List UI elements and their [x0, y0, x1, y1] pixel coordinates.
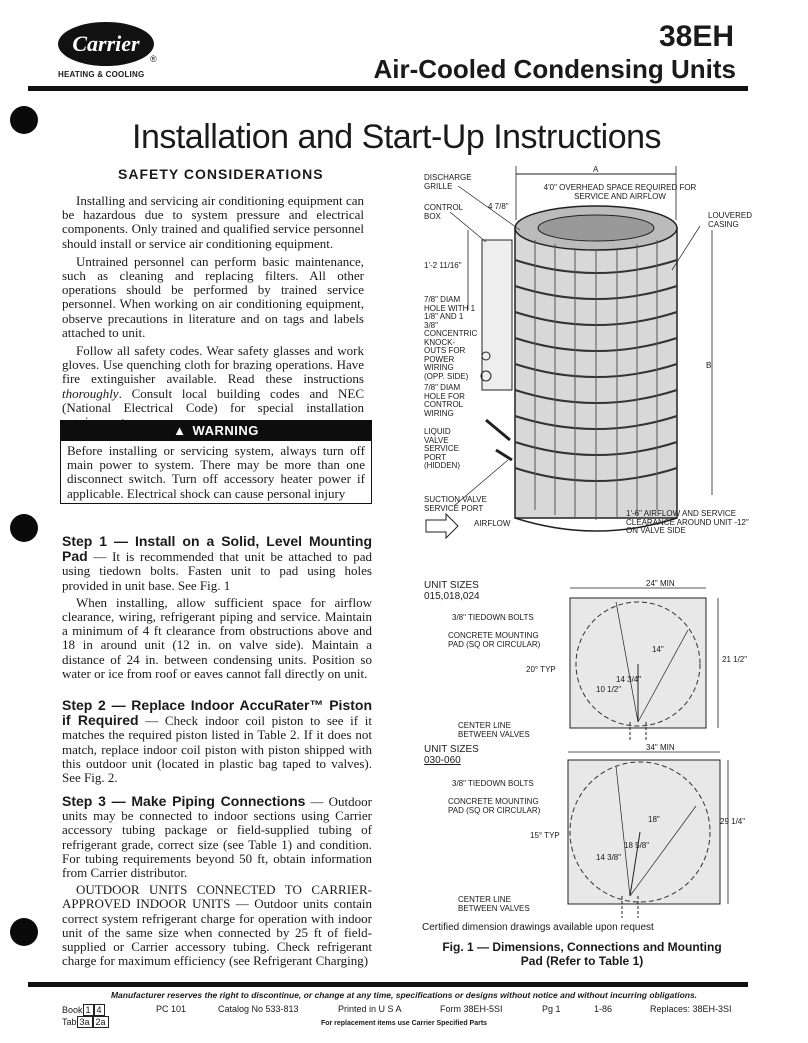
registered-mark: ®: [150, 54, 157, 64]
label-34-min: 34" MIN: [646, 743, 675, 752]
unit-sizes-value: 015,018,024: [424, 591, 480, 602]
pad-diagram-small: [420, 579, 740, 742]
label-dim-18: 18": [648, 815, 660, 824]
warning-banner: [60, 420, 372, 441]
footer-catalog: Catalog No 533-813: [218, 1004, 299, 1014]
label-dim-1-2: 1'-2 11/16": [424, 261, 462, 270]
footer-notice: Manufacturer reserves the right to discontinue, or change at any time, specifications or designs without notice and without incurring obligations.: [110, 990, 698, 1000]
product-name: Air-Cooled Condensing Units: [373, 54, 736, 84]
label-tiedown-bolts: 3/8" TIEDOWN BOLTS: [452, 613, 534, 622]
label-24-min: 24" MIN: [646, 579, 675, 588]
label-dim-4-7-8: 4 7/8": [488, 202, 509, 211]
label-dim-18-5-8: 18 5/8": [624, 841, 650, 850]
unit-sizes-heading: UNIT SIZES: [424, 744, 479, 755]
label-control-wiring-hole: 7/8" DIAM HOLE FOR CONTROL WIRING: [424, 383, 465, 418]
footer-pc: PC 101: [156, 1004, 187, 1014]
step-3-heading: Step 3 — Make Piping Connections: [62, 793, 306, 809]
binder-hole: [10, 514, 38, 542]
step-1-text: — It is recommended that unit be attached to pad using tiedown bolts. Fasten unit to pad using holes provided in unit base. See Fig. 1: [62, 549, 372, 593]
carrier-logo: [58, 22, 154, 66]
label-dim-14: 14": [652, 645, 664, 654]
footer-replaces: Replaces: 38EH-3SI: [650, 1004, 732, 1014]
safety-paragraph: Follow all safety codes. Wear safety glasses and work gloves. Use quenching cloth for brazing operations. Have fire extinguisher available. Read these instructions thoroughly. Consult local building codes and NEC (National Electrical Code) for special installation: [62, 343, 364, 415]
brand-name: Carrier: [72, 31, 140, 56]
label-louvered-casing: LOUVERED CASING: [708, 211, 753, 229]
certified-note: Certified dimension drawings available upon request: [422, 922, 654, 933]
label-15-typ: 15° TYP: [530, 831, 560, 840]
label-suction-valve: SUCTION VALVE SERVICE PORT: [424, 495, 487, 513]
label-concrete-pad: CONCRETE MOUNTING PAD (SQ OR CIRCULAR): [448, 631, 541, 649]
step-2: [62, 698, 372, 789]
label-concrete-pad: CONCRETE MOUNTING PAD (SQ OR CIRCULAR): [448, 797, 541, 815]
warning-icon: ▲: [173, 423, 187, 438]
step-3-text: — Outdoor units may be connected to indoor sections using Carrier accessory tubing package or field-supplied tubing of refrigerant grade, correct size (see Table 1) and condition. For tubing requirements beyond 50 ft, obtain information from Carrier distributor.: [62, 794, 372, 881]
label-dim-b: B: [706, 361, 712, 370]
unit-sizes-value: 030-060: [424, 755, 461, 766]
safety-paragraph: Untrained personnel can perform basic maintenance, such as cleaning and replacing filters. All other operations should be performed by trained service personnel. When working on air conditioning equipment, observe precautions in literature and on tags and labels attached to unit.: [62, 253, 364, 340]
footer-page: Pg 1: [542, 1004, 561, 1014]
unit-sizes-heading: UNIT SIZES: [424, 580, 479, 591]
figure-caption: Fig. 1 — Dimensions, Connections and Mounting Pad (Refer to Table 1): [442, 940, 722, 968]
footer-form: Form 38EH-5SI: [440, 1004, 503, 1014]
label-dim-14-3-8: 14 3/8": [596, 853, 622, 862]
label-dim-29-1-4: 29 1/4": [720, 817, 746, 826]
footer-parts-note: For replacement items use Carrier Specified Parts: [320, 1020, 488, 1027]
warning-label: WARNING: [192, 423, 259, 438]
label-airflow: AIRFLOW: [474, 519, 511, 528]
step-1-heading: Step 1 — Install on a Solid, Level Mounting Pad: [62, 533, 372, 565]
label-center-line-2: CENTER LINE BETWEEN VALVES: [458, 895, 530, 913]
label-control-box: CONTROL BOX: [424, 203, 463, 221]
footer-rule: [28, 982, 748, 987]
label-dim-10-1-2: 10 1/2": [596, 685, 622, 694]
header-rule: [28, 86, 748, 91]
binder-hole: [10, 918, 38, 946]
binder-hole: [10, 106, 38, 134]
label-dim-a: A: [593, 165, 599, 174]
label-overhead-space: 4'0" OVERHEAD SPACE REQUIRED FOR SERVICE AND AIRFLOW: [543, 183, 697, 201]
step-1: [62, 534, 372, 685]
step-2-heading: Step 2 — Replace Indoor AccuRater™ Piston if Required: [62, 697, 372, 729]
footer-date: 1-86: [594, 1004, 613, 1014]
safety-paragraph: Installing and servicing air conditioning equipment can be hazardous due to system pressure and electrical components. Only trained and qualified service personnel should install or service air conditioning equipment.: [62, 193, 364, 251]
footer-printed: Printed in U S A: [338, 1004, 402, 1014]
warning-text: Before installing or servicing system, always turn off main power to system. There may be more than one disconnect switch. Turn off accessory heater power if applicable. Electrical shock can cause personal injury: [60, 441, 372, 504]
model-number: 38EH: [658, 20, 734, 53]
logo-tagline: HEATING & COOLING: [58, 70, 145, 79]
step-1-paragraph: When installing, allow sufficient space for airflow clearance, wiring, refrigerant piping and service. Maintain a minimum of 4 ft clearance from obstructions above and 18 in around unit (12 in. on valve side). Maintain a distance of 24 in. between condensing units. Position so water or ice from roof or eaves cannot fall directly on unit.: [62, 594, 372, 681]
label-liquid-valve: LIQUID VALVE SERVICE PORT (HIDDEN): [424, 427, 460, 470]
label-dim-14-3-4: 14 3/4": [616, 675, 642, 684]
step-3: [62, 794, 372, 972]
label-power-knockouts: 7/8" DIAM HOLE WITH 1 1/8" AND 1 3/8" CONCENTRIC KNOCK-OUTS FOR POWER WIRING (OPP. SIDE): [424, 295, 478, 381]
step-2-text: — Check indoor coil piston to see if it matches the required piston listed in Table 2. If it does not match, replace indoor coil piston with piston shipped with this outdoor unit (located in plastic bag taped to valves). See Fig. 2.: [62, 713, 372, 786]
safety-text: [62, 194, 364, 433]
footer-book-tab: Book 1 4 Tab 3a 2a: [62, 1004, 109, 1028]
step-3-paragraph: OUTDOOR UNITS CONNECTED TO CARRIER-APPROVED INDOOR UNITS — Outdoor units contain correct system refrigerant charge for operation with indoor unit of the same size when connected by 25 ft of field-supplied or Carrier accessory tubing. Check refrigerant charge for maximum efficiency (see Refrigerant Charging): [62, 882, 372, 969]
label-center-line-1: CENTER LINE BETWEEN VALVES: [458, 721, 530, 739]
label-tiedown-bolts: 3/8" TIEDOWN BOLTS: [452, 779, 534, 788]
label-20-typ: 20° TYP: [526, 665, 556, 674]
label-service-clearance: 1'-6" AIRFLOW AND SERVICE CLEARANCE AROUND UNIT -12" ON VALVE SIDE: [626, 509, 749, 535]
label-discharge-grille: DISCHARGE GRILLE: [424, 173, 472, 191]
label-dim-21-1-2: 21 1/2": [722, 655, 748, 664]
page-title: Installation and Start-Up Instructions: [132, 118, 662, 156]
safety-heading: SAFETY CONSIDERATIONS: [118, 166, 324, 182]
